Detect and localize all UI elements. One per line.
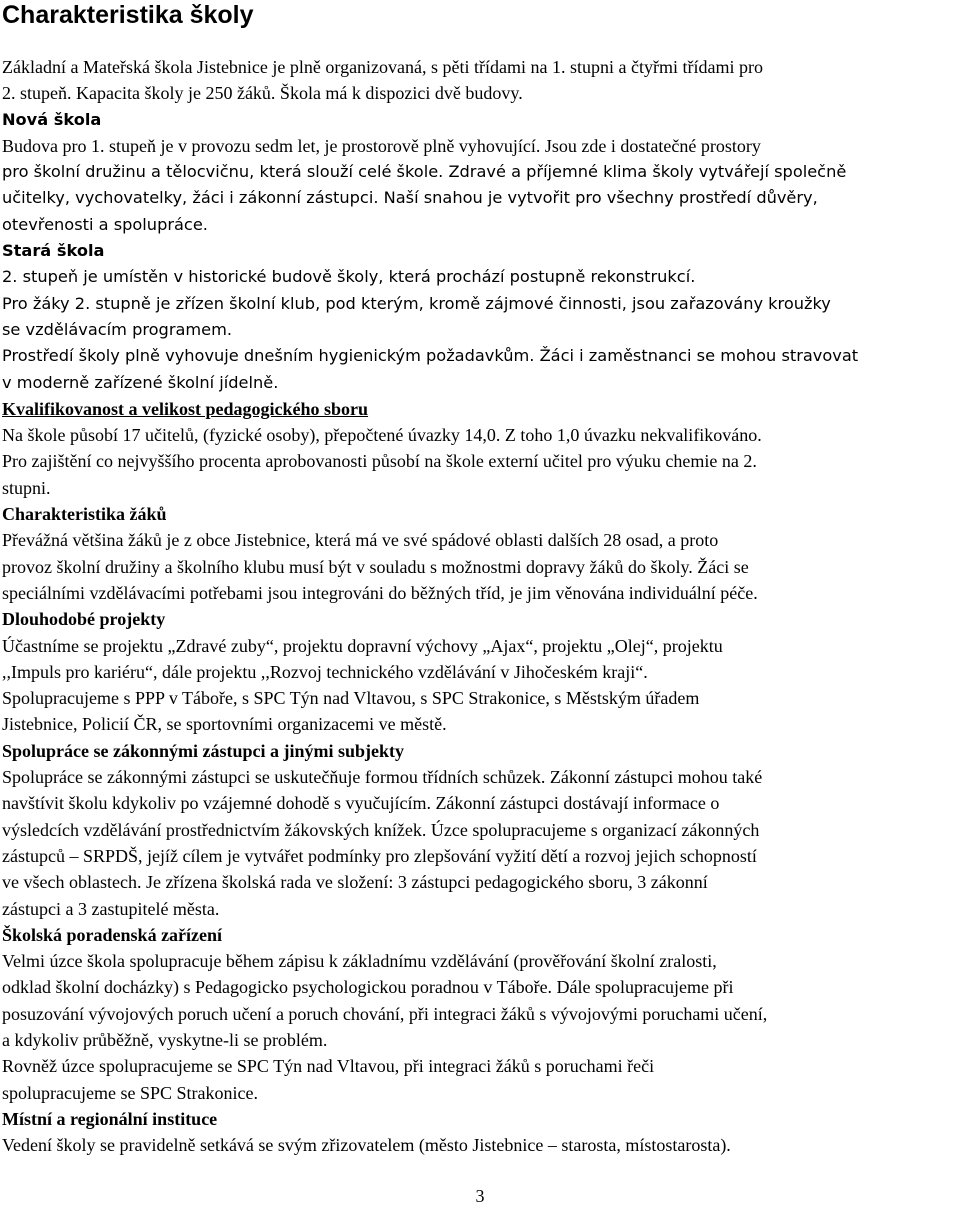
text-line: Prostředí školy plně vyhovuje dnešním hygienickým požadavkům. Žáci i zaměstnanci se mohou stravovat [2,346,859,366]
text-line: Velmi úzce škola spolupracuje během zápisu k základnímu vzdělávání (prověřování školní zralosti, [2,951,717,972]
text-line: odklad školní docházky) s Pedagogicko psychologickou poradnou v Táboře. Dále spolupracujeme při [2,977,734,998]
text-line: stupni. [2,477,51,498]
page-title: Charakteristika školy [2,1,254,29]
text-line: pro školní družinu a tělocvičnu, která slouží celé škole. Zdravé a příjemné klima školy vytvářejí společně [2,162,847,182]
text-line: ,,Impuls pro kariéru“, dále projektu ,,Rozvoj technického vzdělávání v Jihočeském kraji“. [2,661,648,682]
text-line: Rovněž úzce spolupracujeme se SPC Týn nad Vltavou, při integraci žáků s poruchami řeči [2,1056,655,1077]
section-heading: Spolupráce se zákonnými zástupci a jinými subjekty [2,740,405,761]
text-line: provoz školní družiny a školního klubu musí být v souladu s možnostmi dopravy žáků do školy. Žáci se [2,556,749,577]
section-heading: Nová škola [2,109,102,129]
text-line: posuzování vývojových poruch učení a poruch chování, při integraci žáků s vývojovými poruchami učení, [2,1003,768,1024]
text-line: zástupců – SRPDŠ, jejíž cílem je vytvářet podmínky pro zlepšování vyžití dětí a rozvoj jejich schopností [2,845,757,866]
text-line: Jistebnice, Policií ČR, se sportovními organizacemi ve městě. [2,714,447,735]
text-line: ve všech oblastech. Je zřízena školská rada ve složení: 3 zástupci pedagogického sboru, 3 zákonní [2,872,708,893]
text-line: Účastníme se projektu „Zdravé zuby“, projektu dopravní výchovy „Ajax“, projektu „Olej“, projektu [2,635,723,656]
text-line: v moderně zařízené školní jídelně. [2,372,279,392]
section-heading: Školská poradenská zařízení [2,924,223,945]
section-heading: Charakteristika žáků [2,504,167,525]
text-line: Vedení školy se pravidelně setkává se svým zřizovatelem (město Jistebnice – starosta, místostarosta). [2,1135,731,1156]
text-line: učitelky, vychovatelky, žáci i zákonní zástupci. Naší snahou je vytvořit pro všechny prostředí důvěry, [2,188,818,208]
text-line: Spolupráce se zákonnými zástupci se uskutečňuje formou třídních schůzek. Zákonní zástupci mohou také [2,767,763,788]
text-line: 2. stupeň je umístěn v historické budově školy, která prochází postupně rekonstrukcí. [2,267,696,287]
text-line: výsledcích vzdělávání prostřednictvím žákovských knížek. Úzce spolupracujeme s organizací zákonných [2,819,760,840]
text-line: Pro zajištění co nejvyššího procenta aprobovanosti působí na škole externí učitel pro výuku chemie na 2. [2,451,757,472]
section-heading: Místní a regionální instituce [2,1108,218,1129]
text-line: spolupracujeme se SPC Strakonice. [2,1082,258,1103]
document-body [2,54,957,1158]
section-heading: Stará škola [2,241,105,261]
text-line: a kdykoliv průběžně, vyskytne-li se problém. [2,1029,328,1050]
text-line: Spolupracujeme s PPP v Táboře, s SPC Týn nad Vltavou, s SPC Strakonice, s Městským úřadem [2,688,700,709]
text-line: zástupci a 3 zastupitelé města. [2,898,220,919]
section-heading: Kvalifikovanost a velikost pedagogického sboru [2,398,369,419]
section-heading: Dlouhodobé projekty [2,609,166,630]
text-line: 2. stupeň. Kapacita školy je 250 žáků. Škola má k dispozici dvě budovy. [2,83,523,104]
text-line: se vzdělávacím programem. [2,319,233,339]
text-line: Na škole působí 17 učitelů, (fyzické osoby), přepočtené úvazky 14,0. Z toho 1,0 úvazku nekvalifikováno. [2,425,762,446]
text-line: Pro žáky 2. stupně je zřízen školní klub, pod kterým, kromě zájmové činnosti, jsou zařazovány kroužky [2,293,831,313]
page-number: 3 [475,1186,485,1206]
text-line: Budova pro 1. stupeň je v provozu sedm let, je prostorově plně vyhovující. Jsou zde i dostatečné prostory [2,135,761,156]
text-line: otevřenosti a spolupráce. [2,214,208,234]
text-line: Základní a Mateřská škola Jistebnice je plně organizovaná, s pěti třídami na 1. stupni a čtyřmi třídami pro [2,57,763,77]
text-line: speciálními vzdělávacími potřebami jsou integrováni do běžných tříd, je jim věnována individuální péče. [2,582,758,603]
text-line: Převážná většina žáků je z obce Jistebnice, která má ve své spádové oblasti dalších 28 osad, a proto [2,530,719,551]
text-line: navštívit školu kdykoliv po vzájemné dohodě s vyučujícím. Zákonní zástupci dostávají informace o [2,793,720,814]
